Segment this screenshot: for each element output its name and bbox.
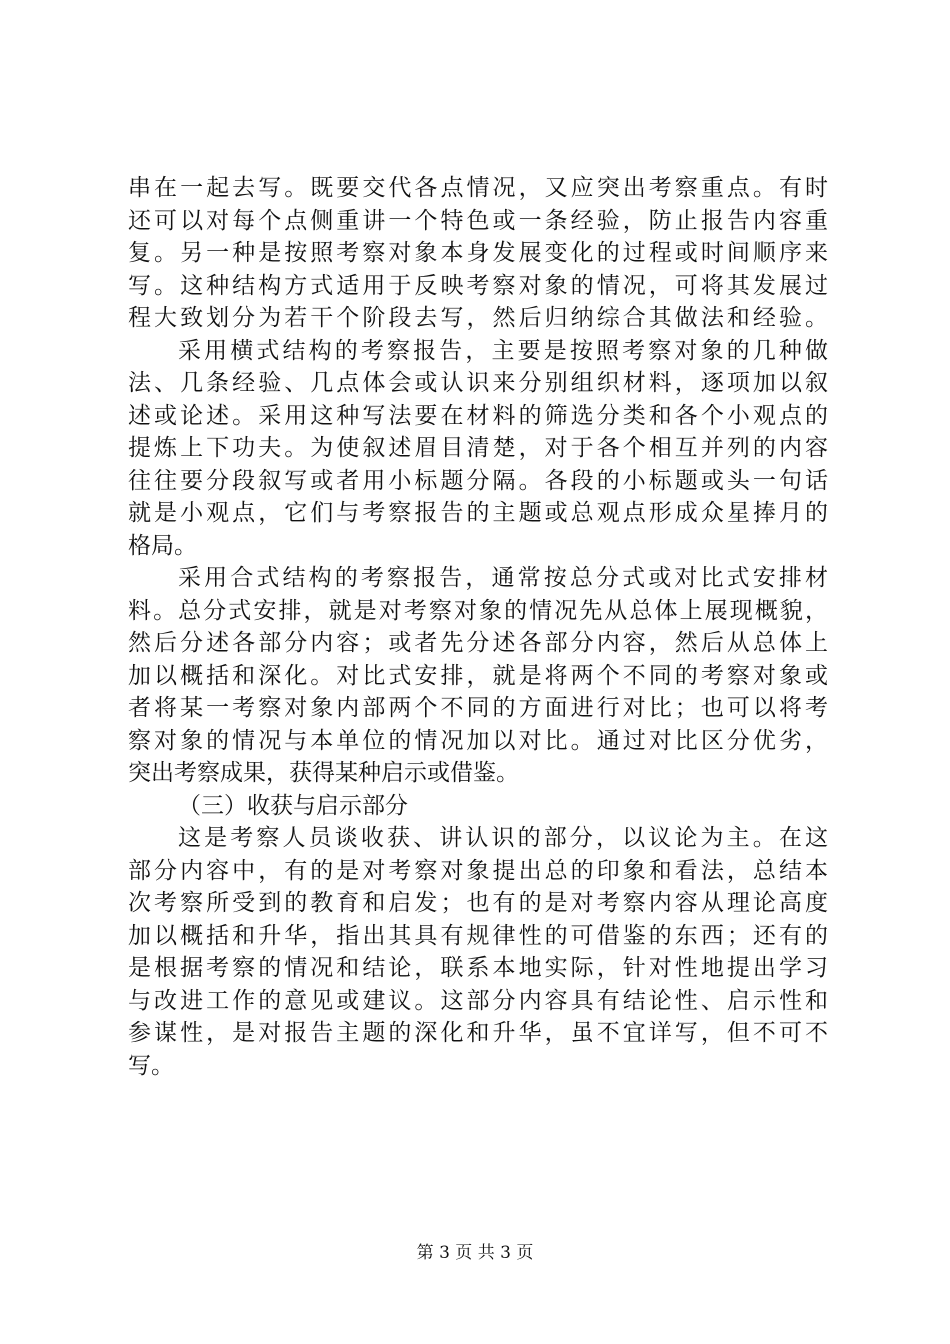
text-line: 写。 xyxy=(128,1052,174,1079)
text-line: 格局。 xyxy=(128,532,197,559)
text-line: 采用合式结构的考察报告，通常按总分式或对比式安排材 xyxy=(178,565,828,591)
text-line: 就是小观点，它们与考察报告的主题或总观点形成众星捧月的 xyxy=(128,500,828,526)
text-line: 参谋性，是对报告主题的深化和升华，虽不宜详写，但不可不 xyxy=(128,1020,828,1046)
text-line: 料。总分式安排，就是对考察对象的情况先从总体上展现概貌， xyxy=(128,597,828,624)
text-line: 是根据考察的情况和结论，联系本地实际，针对性地提出学习 xyxy=(128,955,828,981)
text-line: 加以概括和升华，指出其具有规律性的可借鉴的东西；还有的 xyxy=(128,922,828,949)
text-line: 串在一起去写。既要交代各点情况，又应突出考察重点。有时 xyxy=(128,175,828,201)
text-line: 程大致划分为若干个阶段去写，然后归纳综合其做法和经验。 xyxy=(128,305,828,331)
text-line: 这是考察人员谈收获、讲认识的部分，以议论为主。在这 xyxy=(178,825,828,851)
text-line: 部分内容中，有的是对考察对象提出总的印象和看法，总结本 xyxy=(128,857,828,884)
text-line: 往往要分段叙写或者用小标题分隔。各段的小标题或头一句话 xyxy=(128,467,828,494)
text-line: 察对象的情况与本单位的情况加以对比。通过对比区分优劣， xyxy=(128,727,828,754)
text-line: 者将某一考察对象内部两个不同的方面进行对比；也可以将考 xyxy=(128,695,828,721)
text-line: 提炼上下功夫。为使叙述眉目清楚，对于各个相互并列的内容 xyxy=(128,435,828,461)
text-line: 写。这种结构方式适用于反映考察对象的情况，可将其发展过 xyxy=(128,272,828,299)
text-line: 然后分述各部分内容；或者先分述各部分内容，然后从总体上 xyxy=(128,630,828,656)
text-line: 采用横式结构的考察报告，主要是按照考察对象的几种做 xyxy=(178,337,828,364)
text-line: 次考察所受到的教育和启发；也有的是对考察内容从理论高度 xyxy=(128,890,828,916)
text-line: 加以概括和深化。对比式安排，就是将两个不同的考察对象或 xyxy=(128,662,828,689)
document-body xyxy=(128,172,828,1082)
page-footer: 第 3 页 共 3 页 xyxy=(416,1243,534,1263)
text-line: 法、几条经验、几点体会或认识来分别组织材料，逐项加以叙 xyxy=(128,370,828,396)
text-line: 复。另一种是按照考察对象本身发展变化的过程或时间顺序来 xyxy=(128,240,828,266)
text-line: 还可以对每个点侧重讲一个特色或一条经验，防止报告内容重 xyxy=(128,207,828,234)
text-line: 与改进工作的意见或建议。这部分内容具有结论性、启示性和 xyxy=(128,987,828,1014)
section-heading: （三）收获与启示部分 xyxy=(178,792,408,819)
text-line: 述或论述。采用这种写法要在材料的筛选分类和各个小观点的 xyxy=(128,402,828,429)
text-line: 突出考察成果，获得某种启示或借鉴。 xyxy=(128,760,519,786)
